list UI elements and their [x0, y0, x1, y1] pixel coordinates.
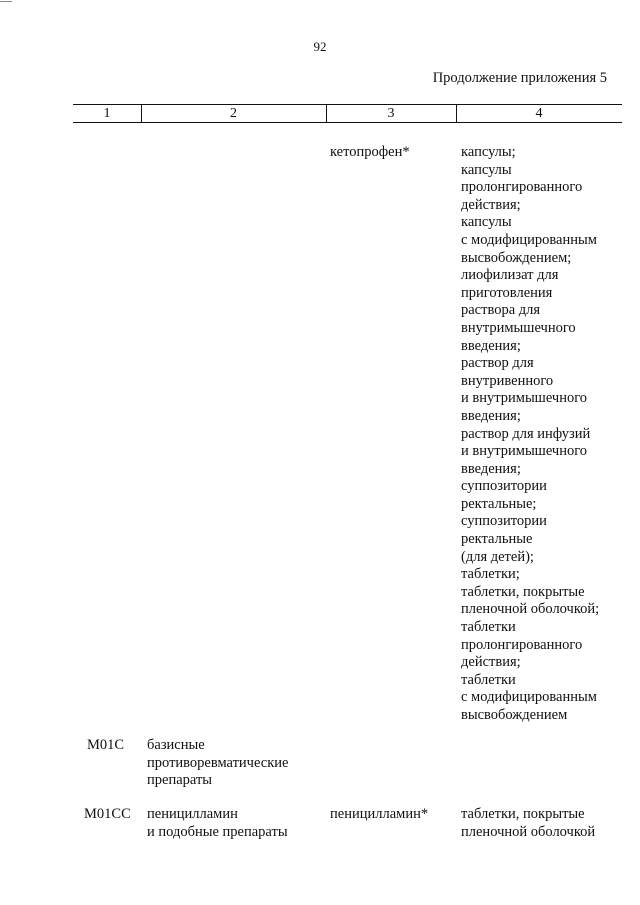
- table-row-drug: кетопрофен*: [330, 144, 410, 160]
- table-header: [73, 104, 622, 123]
- table-row-dosage-forms: таблетки, покрытые пленочной оболочкой: [461, 806, 596, 840]
- table-row-drug: пеницилламин*: [330, 806, 429, 822]
- continuation-title: Продолжение приложения 5: [432, 70, 607, 86]
- column-header-3: 3: [387, 106, 395, 121]
- table-row-dosage-forms: капсулы; капсулы пролонгированного действия; капсулы с модифицированным высвобождением; лиофилизат для приготовления раствора для внутримышечного введения; раствор для внутривенного и внутримышечного введения; раствор для инфузий и внутримышечного введения; суппозитории ректальные; суппозитории ректальные (для детей); таблетки; таблетки, покрытые пленочной оболочкой; таблетки пролонгированного действия; таблетки с модифицированным высвобождением: [461, 144, 600, 723]
- table-row-group: пеницилламин и подобные препараты: [147, 806, 288, 840]
- table-row-code: M01C: [87, 737, 125, 753]
- top-edge-mark: [0, 0, 12, 2]
- table-row-group: базисные противоревматические препараты: [147, 737, 289, 789]
- column-header-1: 1: [103, 106, 111, 121]
- column-header-2: 2: [230, 106, 237, 121]
- column-header-4: 4: [535, 106, 543, 121]
- table-row-code: M01CC: [84, 806, 131, 822]
- page-number: 92: [313, 39, 327, 54]
